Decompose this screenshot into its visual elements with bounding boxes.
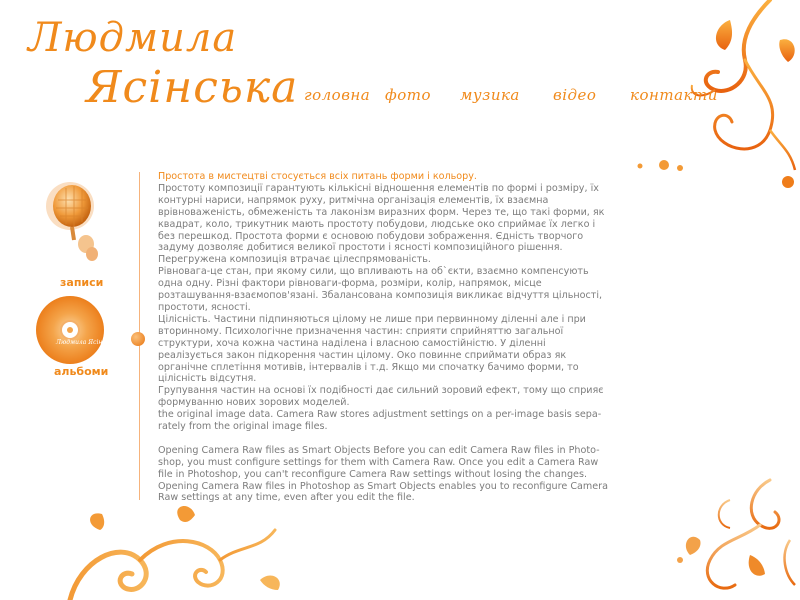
nav-link-video[interactable]: відео [553, 86, 597, 104]
content-paragraph: the original image data. Camera Raw stores adjustment settings on a per-image basis sepa-rately from the original image files. [158, 409, 602, 433]
content-paragraph: Групування частин на основі їх подібності дає сильний зоровий ефект, тому що сприяє формуванню нових зорових моделей. [158, 385, 604, 409]
content-paragraph: Цілісність. Частини підпиняються цілому не лише при первинному діленні але і при вторинному. Психологічне призначення частин: сприяти сприйняттю загальної структури, хоча кожна частина наділена і власною самостійністю. У діленні реалізується закон підкорення частин цілому. Око повинне сприймати образ як органічне сплетіння мотивів, інтервалів і т.д. Якщо ми спочатку бачимо форми, то цілісність відсутня. [158, 313, 586, 385]
nav-link-contacts[interactable]: контакти [630, 86, 718, 104]
content-paragraph: Простоту композиції гарантують кількісні відношення елементів по формі і розміру, їх контурні нариси, напрямок руху, ритмічна організація елементів, їх взаємна врівноваженість, обмеженість та лаконізм виразних форм. Через те, що такі форми, як квадрат, коло, трикутник мають простоту побудови, людське око сприймає їх легко і без перешкод. Простота форми є основою побудови зображення. Єдність творчого задуму дозволяє добитися великої простоти і ясності композиційного рішення. Перегружена композиція втрачає цілеспрямованість. [158, 182, 605, 266]
microphone-icon[interactable] [36, 170, 106, 270]
content-lead: Простота в мистецтві стосується всіх питань форми і кольору. [158, 171, 477, 182]
paragraph-gap [158, 433, 608, 445]
logo-last-name: Ясінська [86, 62, 299, 113]
nav-link-photo[interactable]: фото [385, 86, 432, 104]
divider-dot [131, 332, 145, 346]
sidebar-albums-link[interactable]: альбоми [54, 365, 109, 378]
swirl-ornament-bottom-right [660, 470, 800, 600]
swirl-ornament-bottom-left [60, 500, 300, 600]
nav-link-music[interactable]: музика [460, 86, 520, 104]
cd-album-icon[interactable] [34, 294, 117, 366]
logo-first-name: Людмила [28, 15, 238, 61]
main-content [158, 171, 608, 504]
nav-link-home[interactable]: головна [304, 86, 371, 104]
content-paragraph: Рівновага-це стан, при якому сили, що впливають на об`єкти, взаємно компенсують одна одну. Різні фактори рівноваги-форма, розміри, колір, напрямок, місце розташування-взаємопов'язані. Збалансована композиція викликає відчуття цільності, простоти, ясності. [158, 266, 603, 313]
sidebar-records-link[interactable]: записи [60, 276, 104, 289]
content-paragraph: Opening Camera Raw files as Smart Objects Before you can edit Camera Raw files in Photo-shop, you must configure settings for them with Camera Raw. Once you edit a Camera Raw file in Photoshop, you can't reconfigure Camera Raw settings without losing the changes. Opening Camera Raw files in Photoshop as Smart Objects enables you to reconfigure Camera Raw settings at any time, even after you edit the file. [158, 444, 608, 504]
cd-label-text: Людмила Ясінська [56, 339, 117, 346]
